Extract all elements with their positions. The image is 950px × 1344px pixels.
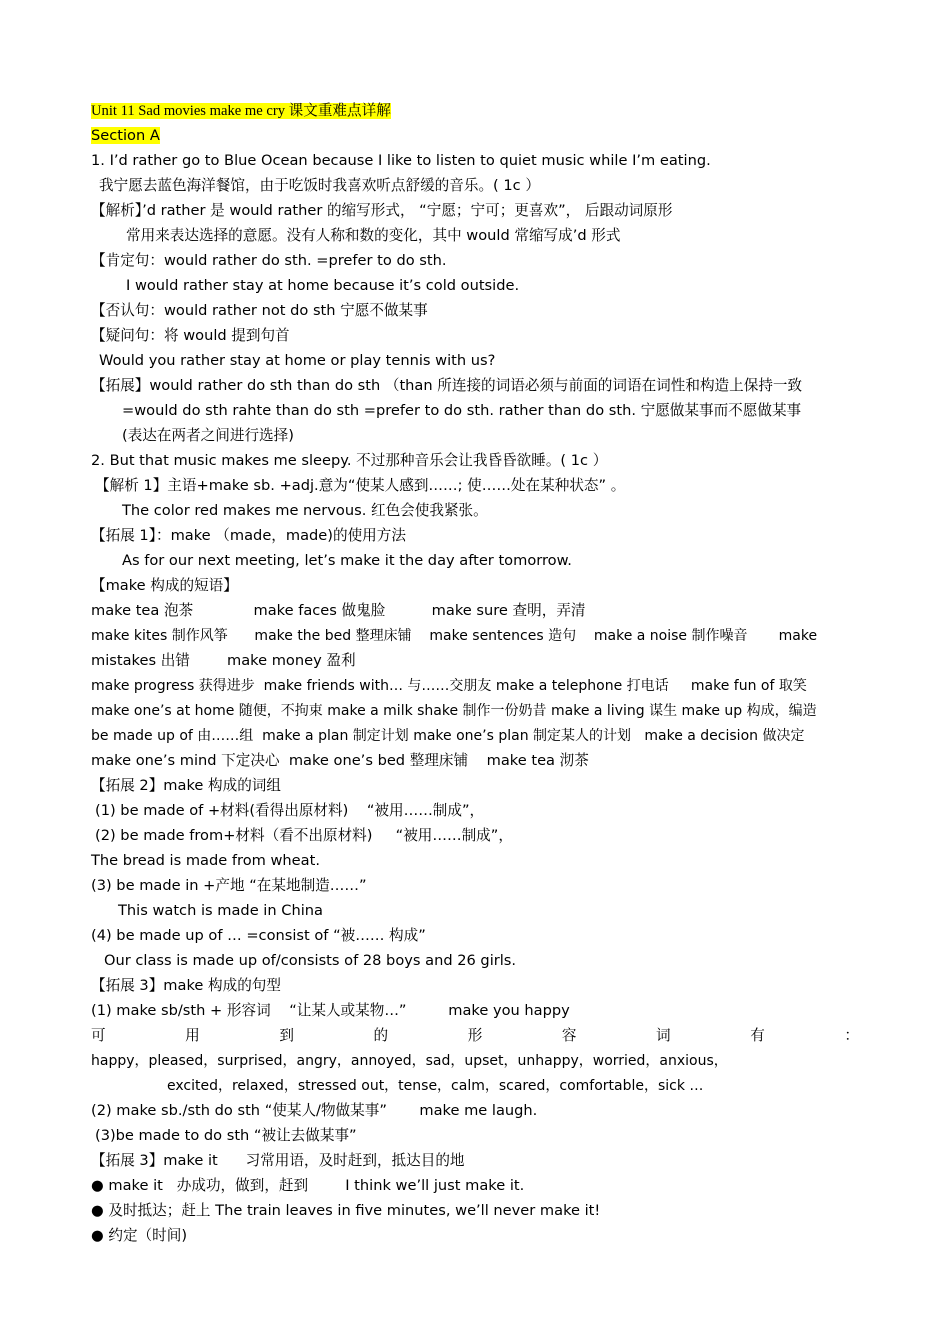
text-line: (3) be made in +产地 “在某地制造……” xyxy=(91,877,367,894)
text-line: 2. But that music makes me sleepy. 不过那种音乐会让我昏昏欲睡。( 1c ） xyxy=(91,452,608,469)
text-line: ● make it 办成功，做到，赶到 I think we’ll just make it. xyxy=(91,1177,525,1194)
spread-char: 容 xyxy=(561,1027,577,1044)
text-line: ● 约定（时间) xyxy=(91,1227,188,1244)
text-line: 【拓展 1】：make （made，made)的使用方法 xyxy=(91,527,406,544)
text-line: 【拓展 3】make it 习常用语，及时赶到，抵达目的地 xyxy=(91,1152,465,1169)
text-line: (2) be made from+材料（看不出原材料) “被用……制成”， xyxy=(95,827,513,844)
text-line: 【疑问句：将 would 提到句首 xyxy=(91,327,290,344)
text-line: (表达在两者之间进行选择) xyxy=(122,427,294,444)
spread-char: 的 xyxy=(373,1027,389,1044)
text-line: This watch is made in China xyxy=(118,902,323,919)
text-line: 【拓展 3】make 构成的句型 xyxy=(91,977,281,994)
text-line: 【肯定句：would rather do sth. =prefer to do sth. xyxy=(91,252,447,269)
text-line: happy，pleased，surprised，angry，annoyed，sad，upset，unhappy，worried，anxious， xyxy=(91,1053,728,1069)
text-line: be made up of 由……组 make a plan 制定计划 make one’s plan 制定某人的计划 make a decision 做决定 xyxy=(91,728,805,744)
text-line: make one’s mind 下定决心 make one’s bed 整理床铺 make tea 沏茶 xyxy=(91,752,589,769)
text-line: (1) make sb/sth + 形容词 “让某人或某物…” make you happy xyxy=(91,1002,570,1019)
text-line: make tea 泡茶 make faces 做鬼脸 make sure 查明，弄清 xyxy=(91,602,586,619)
text-line: make one’s at home 随便，不拘束 make a milk shake 制作一份奶昔 make a living 谋生 make up 构成，编造 xyxy=(91,703,817,719)
section-heading xyxy=(91,125,859,147)
text-line: As for our next meeting, let’s make it the day after tomorrow. xyxy=(122,552,572,569)
text-line: 【解析】’d rather 是 would rather 的缩写形式， “宁愿；宁可；更喜欢”， 后跟动词原形 xyxy=(91,202,673,219)
text-line: 【拓展 2】make 构成的词组 xyxy=(91,777,281,794)
title-highlight: Unit 11 Sad movies make me cry 课文重难点详解 xyxy=(91,103,391,119)
text-line: The color red makes me nervous. 红色会使我紧张。 xyxy=(122,502,488,519)
text-line: 【拓展】would rather do sth than do sth （than 所连接的词语必须与前面的词语在词性和构造上保持一致 xyxy=(91,377,803,394)
text-line: (1) be made of +材料(看得出原材料) “被用……制成”， xyxy=(95,802,485,819)
text-line: 【make 构成的短语】 xyxy=(91,577,238,594)
text-line: =would do sth rahte than do sth =prefer to do sth. rather than do sth. 宁愿做某事而不愿做某事 xyxy=(122,402,802,419)
text-line: excited，relaxed，stressed out，tense，calm，scared，comfortable，sick … xyxy=(167,1078,704,1094)
text-line: ● 及时抵达；赶上 The train leaves in five minutes, we’ll never make it! xyxy=(91,1202,601,1219)
section-highlight: Section A xyxy=(91,127,160,144)
text-line: (4) be made up of … =consist of “被…… 构成” xyxy=(91,927,426,944)
text-line: 我宁愿去蓝色海洋餐馆，由于吃饭时我喜欢听点舒缓的音乐。( 1c ） xyxy=(99,177,540,194)
text-line: 1. I’d rather go to Blue Ocean because I like to listen to quiet music while I’m eating. xyxy=(91,152,711,169)
document-title xyxy=(91,100,859,122)
text-line: Our class is made up of/consists of 28 boys and 26 girls. xyxy=(104,952,517,969)
text-line: mistakes 出错 make money 盈利 xyxy=(91,652,356,669)
text-line: make kites 制作风筝 make the bed 整理床铺 make sentences 造句 make a noise 制作噪音 make xyxy=(91,628,818,644)
adjective-intro-line xyxy=(91,1025,859,1047)
spread-char: 可 xyxy=(91,1027,106,1044)
spread-char: ： xyxy=(844,1027,859,1044)
text-line: (3)be made to do sth “被让去做某事” xyxy=(95,1127,357,1144)
spread-char: 有 xyxy=(750,1027,765,1044)
text-line: 【否认句：would rather not do sth 宁愿不做某事 xyxy=(91,302,428,319)
text-line: 【解析 1】主语+make sb. +adj.意为“使某人感到……; 使……处在某种状态” 。 xyxy=(95,477,626,494)
text-line: make progress 获得进步 make friends with… 与……交朋友 make a telephone 打电话 make fun of 取笑 xyxy=(91,678,807,694)
text-line: I would rather stay at home because it’s cold outside. xyxy=(126,277,520,294)
spread-char: 形 xyxy=(467,1027,483,1044)
spread-char: 到 xyxy=(279,1027,294,1044)
spread-char: 词 xyxy=(656,1027,671,1044)
text-line: Would you rather stay at home or play tennis with us? xyxy=(99,352,496,369)
text-line: (2) make sb./sth do sth “使某人/物做某事” make me laugh. xyxy=(91,1102,538,1119)
text-line: The bread is made from wheat. xyxy=(91,852,320,869)
spread-char: 用 xyxy=(185,1027,200,1044)
text-line: 常用来表达选择的意愿。没有人称和数的变化，其中 would 常缩写成’d 形式 xyxy=(126,227,621,244)
